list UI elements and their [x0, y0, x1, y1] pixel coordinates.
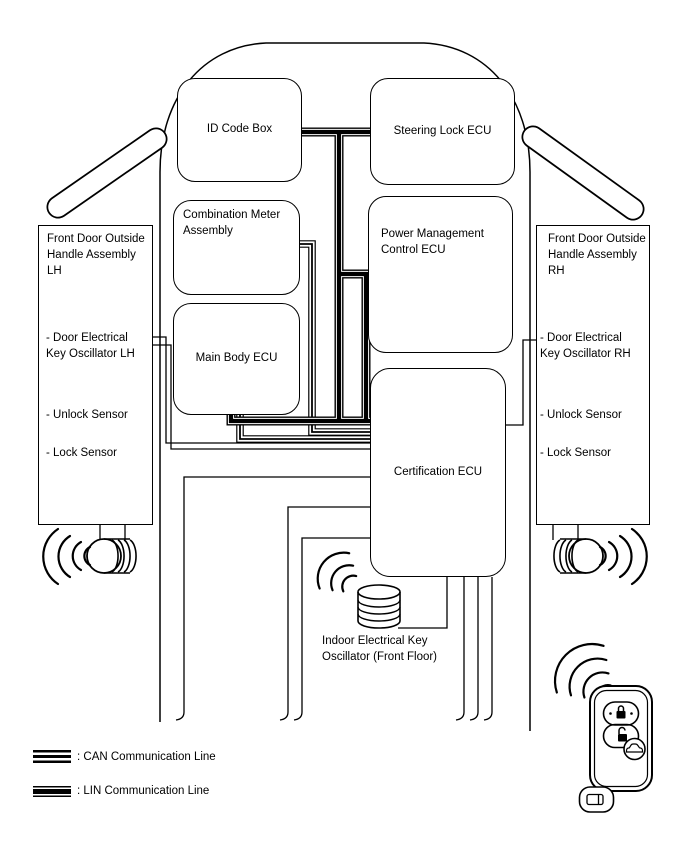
certification-ecu-label: Certification ECU — [393, 465, 483, 478]
roof-rail-right — [533, 137, 633, 209]
wire-antenna-3 — [294, 538, 370, 720]
barrel-ring — [358, 614, 400, 621]
door-key-oscillator-icon-rh — [554, 529, 647, 584]
certification-ecu-box — [370, 368, 506, 577]
combination-meter-assembly-label: Combination Meter Assembly — [183, 209, 281, 237]
radio-waves-icon — [600, 529, 647, 584]
legend-lin-label: : LIN Communication Line — [77, 785, 210, 797]
wire-door-rh — [505, 340, 538, 425]
wire-bottom-3 — [484, 577, 492, 720]
front-door-lh-item-oscillator: - Door Electrical Key Oscillator LH — [46, 332, 135, 360]
wave-arc — [43, 529, 58, 584]
front-door-rh-title: Front Door Outside Handle Assembly RH — [548, 233, 646, 277]
combination-meter-assembly-box — [173, 200, 300, 295]
id-code-box-label: ID Code Box — [206, 123, 273, 136]
barrel-top — [358, 585, 400, 599]
front-door-rh-item-oscillator: - Door Electrical Key Oscillator RH — [540, 332, 631, 360]
front-door-lh-title: Front Door Outside Handle Assembly LH — [47, 233, 145, 277]
wire-bottom-2 — [470, 577, 478, 720]
unlock-icon — [618, 734, 627, 742]
coil-ring — [124, 540, 130, 572]
lin-line-swatch — [33, 786, 71, 797]
wave-arc — [620, 536, 632, 577]
coil-ring — [554, 540, 560, 572]
wave-arc — [543, 632, 604, 693]
lock-icon — [617, 711, 626, 719]
key-blade-tab — [580, 787, 614, 812]
wave-arc — [338, 572, 356, 591]
front-door-lh-item-lock-sensor: - Lock Sensor — [46, 447, 117, 459]
legend-can-row — [33, 750, 216, 763]
wire-antenna-2 — [280, 507, 370, 720]
coil-ring — [130, 540, 136, 572]
radio-waves-icon — [309, 544, 365, 601]
wire-indoor-oscillator — [398, 577, 447, 628]
legend-can-label: : CAN Communication Line — [77, 750, 216, 763]
wave-arc — [609, 542, 617, 570]
power-management-control-ecu-label: Power Management Control ECU — [381, 228, 484, 256]
radio-waves-icon — [43, 529, 90, 584]
wave-arc — [325, 559, 353, 590]
barrel-ring — [358, 607, 400, 614]
indicator-dot — [630, 712, 633, 715]
wire-antenna-1 — [176, 477, 370, 720]
barrel-ring — [358, 600, 400, 607]
indicator-dot — [609, 712, 612, 715]
id-code-box — [177, 78, 302, 182]
wave-arc — [58, 536, 70, 577]
coil-ring — [560, 540, 566, 572]
wave-arc — [73, 542, 81, 570]
barrel-bottom — [358, 621, 400, 628]
rail-fill — [533, 137, 633, 209]
indoor-oscillator-caption: Indoor Electrical Key Oscillator (Front Floor) — [322, 635, 438, 663]
legend-lin-row — [33, 785, 209, 797]
can-line-swatch — [33, 750, 71, 763]
steering-lock-ecu-label: Steering Lock ECU — [393, 124, 492, 137]
main-body-ecu-box — [173, 303, 300, 415]
wave-arc — [632, 529, 647, 584]
rail-fill — [58, 139, 156, 207]
front-door-outside-handle-assembly-rh-box — [536, 225, 650, 525]
front-door-lh-item-unlock-sensor: - Unlock Sensor — [46, 409, 128, 421]
front-door-outside-handle-assembly-lh-box — [38, 225, 153, 525]
steering-lock-ecu-box — [370, 78, 515, 185]
smart-key-icon — [543, 632, 652, 812]
front-door-rh-item-lock-sensor: - Lock Sensor — [540, 447, 611, 459]
front-door-rh-item-unlock-sensor: - Unlock Sensor — [540, 409, 622, 421]
door-key-oscillator-icon-lh — [43, 529, 136, 584]
main-body-ecu-label: Main Body ECU — [195, 352, 278, 365]
roof-rail-left — [58, 139, 156, 207]
power-management-control-ecu-box — [368, 196, 513, 353]
